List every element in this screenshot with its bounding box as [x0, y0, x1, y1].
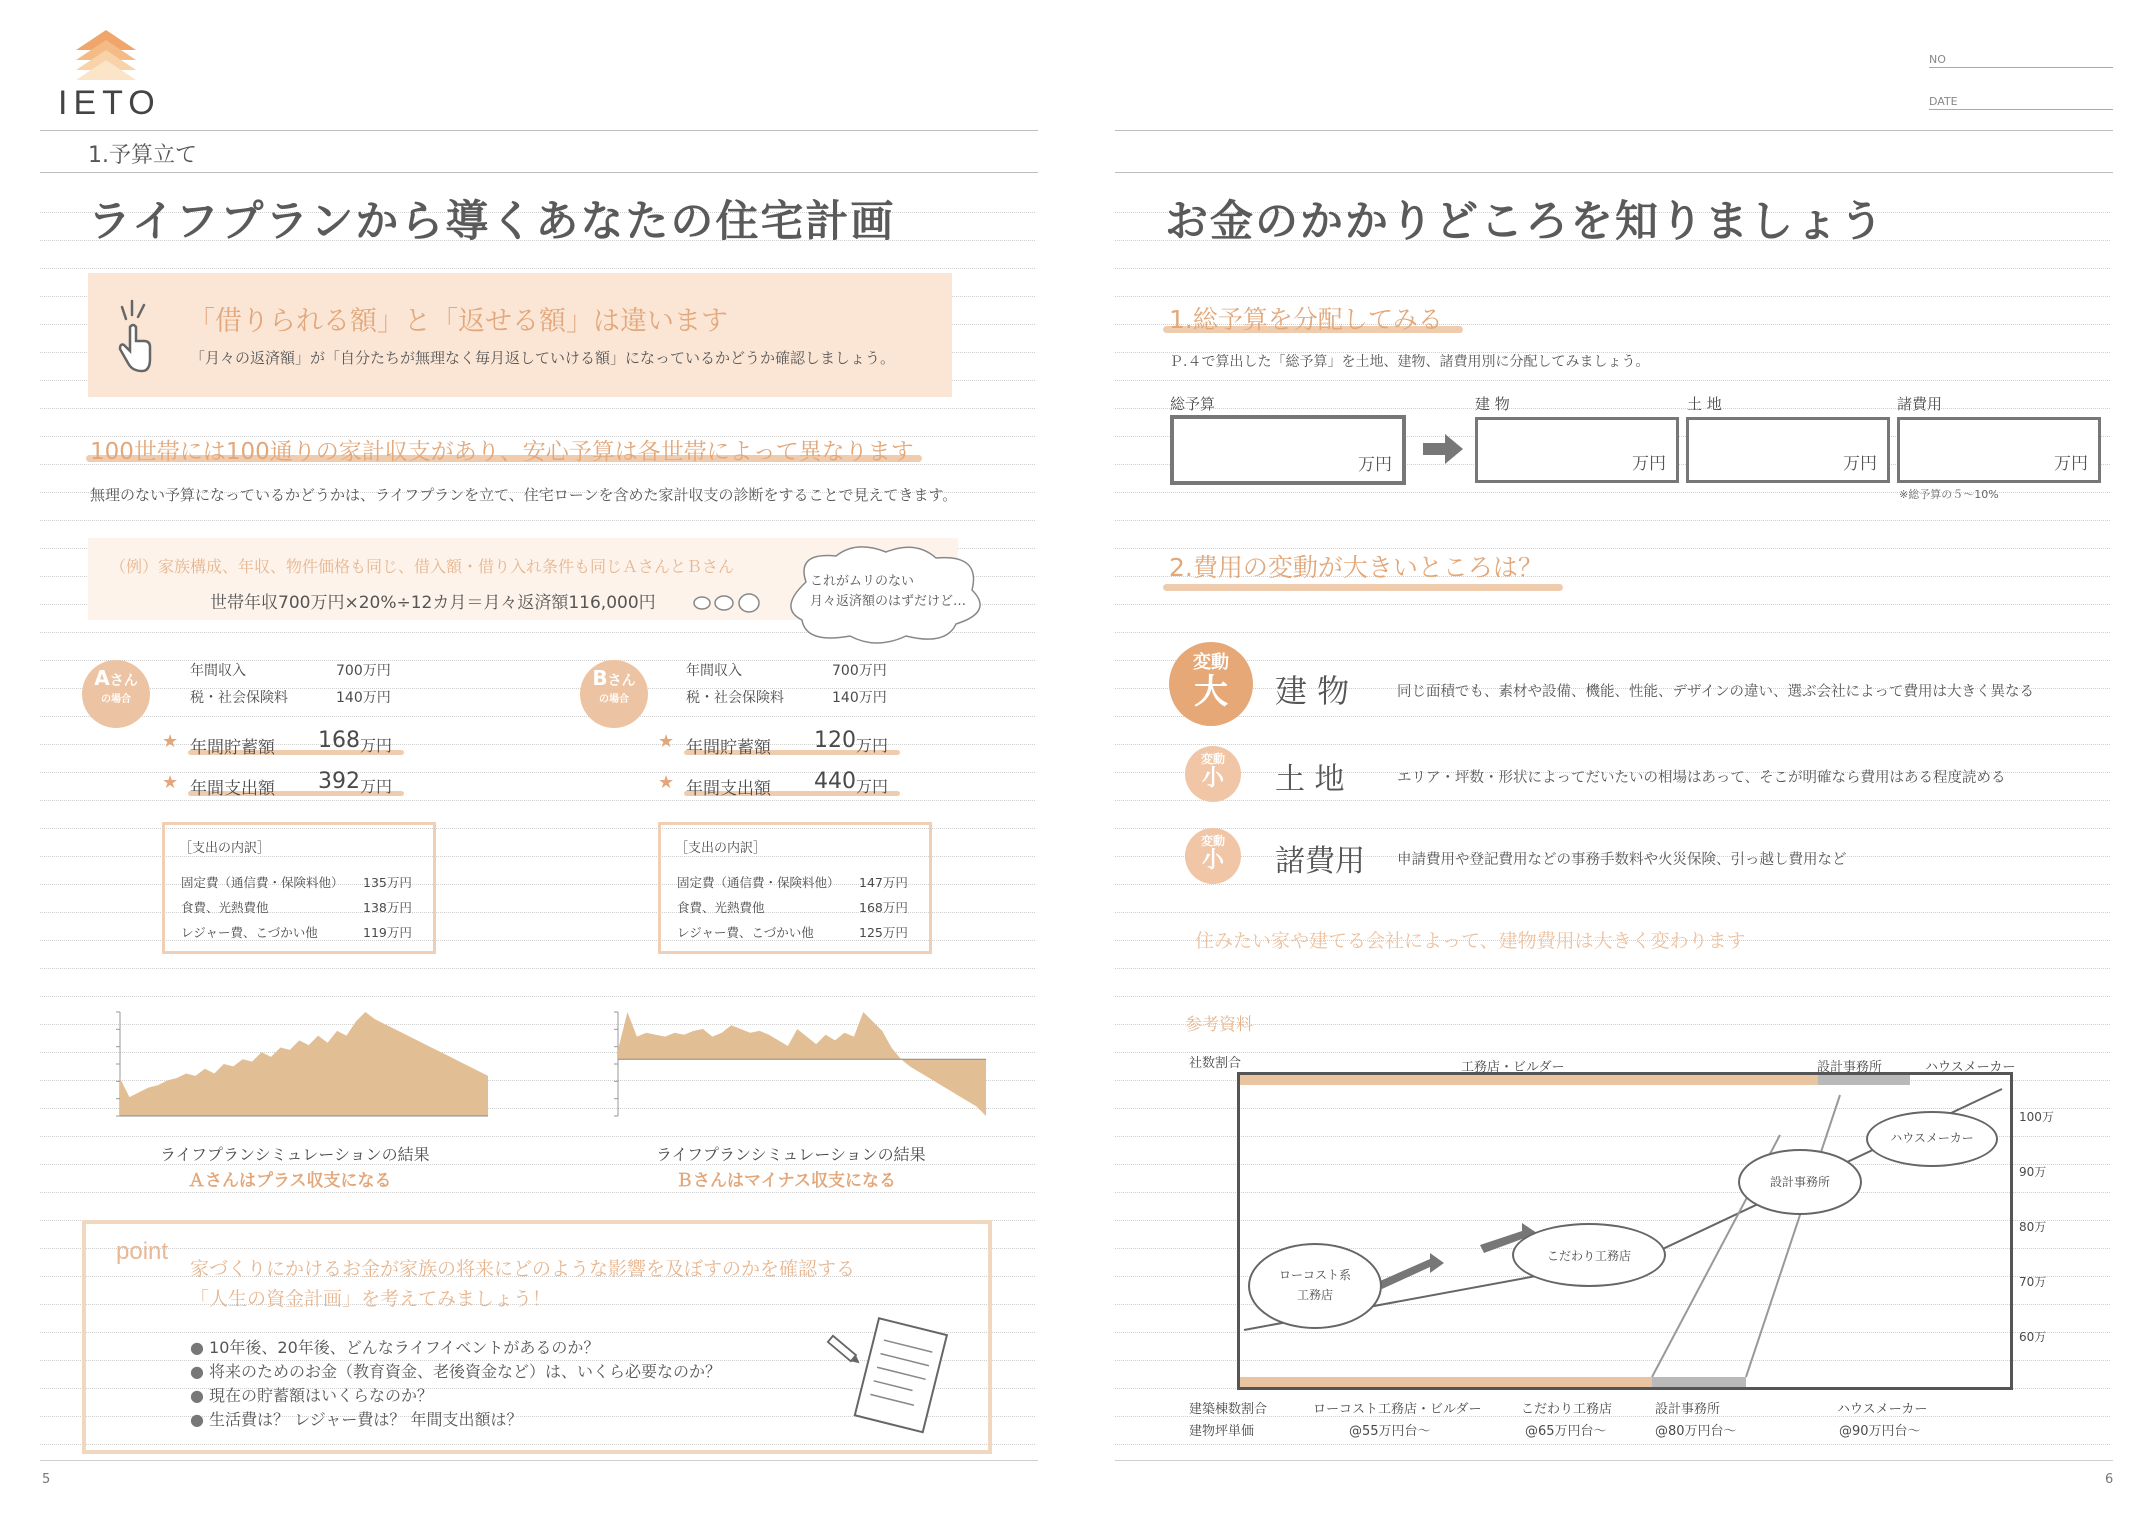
row-label: 年間収入: [686, 663, 742, 679]
variation-desc: エリア・坪数・形状によってだいたいの相場はあって、そこが明確なら費用はある程度読める: [1397, 770, 2006, 786]
segment-label: ハウスメーカー: [1925, 1060, 2016, 1075]
section1-heading: 1.総予算を分配してみる: [1169, 305, 1443, 334]
row-value: 700万円: [832, 663, 887, 679]
budget-misc-input[interactable]: 万円: [1897, 417, 2101, 483]
unit-price-label: 建物坪単価: [1189, 1424, 1255, 1439]
budget-total-input[interactable]: 万円: [1170, 415, 1406, 485]
savings-value: 120: [814, 728, 856, 753]
bubble-housemaker: ハウスメーカー: [1866, 1111, 1998, 1167]
reference-chart-frame: [1237, 1072, 2013, 1390]
ruled-line: [1115, 632, 2110, 633]
bullet-item: ● 将来のためのお金（教育資金、老後資金など）は、いくら必要なのか？: [190, 1362, 722, 1381]
build-ratio-label: 建築棟数割合: [1189, 1402, 1268, 1417]
segment-label: こだわり工務店: [1521, 1402, 1613, 1417]
expense-label: 年間支出額: [686, 779, 771, 799]
logo-text: IETO: [58, 84, 161, 122]
ruled-line: [40, 1136, 1035, 1137]
budget-land-input[interactable]: 万円: [1686, 417, 1890, 483]
breakdown-box: ［支出の内訳］ 固定費（通信費・保険料他） 147万円 食費、光熱費他 168万円 レジャー費、こづかい他 125万円: [658, 822, 932, 954]
thought-text: これがムリのない 月々返済額のはずだけど…: [810, 574, 967, 609]
date-field[interactable]: DATE: [1929, 90, 2113, 110]
point-text2: 「人生の資金計画」を考えてみましょう！: [190, 1288, 552, 1310]
ruled-line: [1115, 296, 2110, 297]
area-series: [618, 1012, 986, 1116]
price-label: @80万円台～: [1655, 1424, 1737, 1439]
ruled-line: [1115, 268, 2110, 269]
price-label: @55万円台～: [1349, 1424, 1431, 1439]
subhead: 100世帯には100通りの家計収支があり、安心予算は各世帯によって異なります: [90, 439, 914, 465]
ruled-line: [1115, 1052, 2110, 1053]
ruled-line: [40, 268, 1035, 269]
person-b-badge: Bさん の場合: [580, 660, 648, 728]
example-line2: 世帯年収700万円×20%÷12カ月＝月々返済額116,000円: [210, 593, 656, 613]
bullet-item: ● 生活費は？ レジャー費は？ 年間支出額は？: [190, 1410, 523, 1429]
star-icon: ★: [162, 772, 179, 793]
variation-desc: 申請費用や登記費用などの事務手数料や火災保険、引っ越し費用など: [1397, 852, 1847, 868]
expense-label: 年間支出額: [190, 779, 275, 799]
expense-unit: 万円: [360, 777, 393, 796]
variation-small-badge: 変動 小: [1185, 828, 1241, 884]
conclusion-text: 住みたい家や建てる会社によって、建物費用は大きく変わります: [1195, 930, 1746, 952]
area-series: [120, 1012, 488, 1116]
savings-label: 年間貯蓄額: [686, 738, 771, 758]
page-number: 6: [2105, 1472, 2114, 1487]
ruled-line: [1115, 744, 2110, 745]
savings-label: 年間貯蓄額: [190, 738, 275, 758]
segment-label: ローコスト工務店・ビルダー: [1313, 1402, 1482, 1417]
point-label: point: [116, 1238, 169, 1265]
budget-label-building: 建 物: [1475, 395, 1510, 413]
chart-a-caption: ライフプランシミュレーションの結果: [160, 1145, 430, 1164]
section1-text: Ｐ.４で算出した「総予算」を土地、建物、諸費用別に分配してみましょう。: [1169, 354, 1650, 370]
ruled-line: [40, 1192, 1035, 1193]
page-title: ライフプランから導くあなたの住宅計画: [88, 197, 896, 247]
variation-name: 土 地: [1275, 762, 1345, 797]
budget-label-total: 総予算: [1170, 395, 1216, 413]
section-label: 1.予算立て: [88, 143, 197, 168]
ruled-line: [1115, 1024, 2110, 1025]
price-label: @90万円台～: [1839, 1424, 1921, 1439]
segment-label: ハウスメーカー: [1837, 1402, 1928, 1417]
person-a-badge: Aさん の場合: [82, 660, 150, 728]
ruled-line: [1115, 1444, 2110, 1445]
ruled-line: [1115, 604, 2110, 605]
budget-note: ※総予算の５～10%: [1899, 488, 1999, 501]
thought-cloud: [776, 542, 996, 648]
row-label: 税・社会保険料: [190, 690, 288, 706]
star-icon: ★: [658, 772, 675, 793]
house-logo-icon: [74, 28, 138, 82]
point-text1: 家づくりにかけるお金が家族の将来にどのような影響を及ぼすのかを確認する: [190, 1258, 856, 1280]
ruled-line: [1115, 660, 2110, 661]
savings-unit: 万円: [856, 736, 889, 755]
point-box: [82, 1220, 992, 1454]
variation-small-badge: 変動 小: [1185, 746, 1241, 802]
expense-unit: 万円: [856, 777, 889, 796]
segment-label: 設計事務所: [1655, 1402, 1721, 1417]
expense-value: 440: [814, 769, 856, 794]
reference-label: 参考資料: [1185, 1015, 1253, 1035]
ruled-line: [1115, 828, 2110, 829]
ruled-line: [40, 800, 1035, 801]
ruled-line: [1115, 716, 2110, 717]
row-label: 年間収入: [190, 663, 246, 679]
row-value: 700万円: [336, 663, 391, 679]
thought-dots-icon: [692, 592, 772, 618]
bullet-item: ● 現在の貯蓄額はいくらなのか？: [190, 1386, 434, 1405]
ruled-line: [1115, 800, 2110, 801]
point-bullets: [190, 1336, 721, 1432]
bullet-item: ● 10年後、20年後、どんなライフイベントがあるのか？: [190, 1338, 600, 1357]
segment-label: 設計事務所: [1817, 1060, 1883, 1075]
bubble-kodawari: こだわり工務店: [1512, 1223, 1666, 1287]
ruled-line: [40, 520, 1035, 521]
row-label: 税・社会保険料: [686, 690, 784, 706]
star-icon: ★: [658, 731, 675, 752]
callout-heading: 「借りられる額」と「返せる額」は違います: [188, 306, 728, 337]
star-icon: ★: [162, 731, 179, 752]
ruled-line: [1115, 408, 2110, 409]
ruled-line: [40, 716, 1035, 717]
callout-body: 「月々の返済額」が「自分たちが無理なく毎月返していける額」になっているかどうか確認しましょう。: [190, 349, 896, 367]
row-value: 140万円: [336, 690, 391, 706]
savings-value: 168: [318, 728, 360, 753]
ruled-line: [1115, 912, 2110, 913]
price-label: @65万円台～: [1525, 1424, 1607, 1439]
ruled-line: [1115, 520, 2110, 521]
document-pen-icon: [816, 1314, 956, 1448]
pointing-hand-icon: [116, 299, 152, 371]
row-value: 140万円: [832, 690, 887, 706]
segment-label: 工務店・ビルダー: [1461, 1060, 1565, 1075]
callout-box: [88, 273, 952, 397]
ruled-line: [1115, 968, 2110, 969]
company-ratio-label: 社数割合: [1189, 1056, 1242, 1071]
chart-b: [594, 1004, 994, 1124]
arrow-right-icon: [1423, 434, 1463, 468]
page-number: 5: [42, 1472, 51, 1487]
ruled-line: [40, 408, 1035, 409]
page-title: お金のかかりどころを知りましょう: [1165, 197, 1885, 247]
savings-unit: 万円: [360, 736, 393, 755]
variation-desc: 同じ面積でも、素材や設備、機能、性能、デザインの違い、選ぶ会社によって費用は大きく異なる: [1397, 684, 2034, 700]
ruled-line: [1115, 380, 2110, 381]
chart-b-caption: ライフプランシミュレーションの結果: [656, 1145, 926, 1164]
ruled-line: [40, 996, 1035, 997]
ruled-line: [40, 968, 1035, 969]
variation-name: 諸費用: [1275, 844, 1365, 879]
bubble-lowcost: ローコスト系 工務店: [1248, 1243, 1382, 1329]
variation-large-badge: 変動 大: [1169, 642, 1253, 726]
y-axis-ticks: 100万 90万 80万 70万 60万: [2019, 1110, 2054, 1344]
ruled-line: [40, 772, 1035, 773]
chart-a: [96, 1004, 496, 1124]
no-field[interactable]: NO: [1929, 48, 2113, 68]
subtext: 無理のない予算になっているかどうかは、ライフプランを立て、住宅ローンを含めた家計収支の診断をすることで見えてきます。: [90, 486, 958, 504]
breakdown-box: ［支出の内訳］ 固定費（通信費・保険料他） 135万円 食費、光熱費他 138万円 レジャー費、こづかい他 119万円: [162, 822, 436, 954]
expense-value: 392: [318, 769, 360, 794]
chart-b-result: Ｂさんはマイナス収支になる: [676, 1171, 896, 1191]
budget-label-land: 土 地: [1687, 395, 1722, 413]
budget-building-input[interactable]: 万円: [1475, 417, 1679, 483]
section2-heading: 2.費用の変動が大きいところは？: [1169, 553, 1543, 582]
bubble-sekkei: 設計事務所: [1738, 1149, 1862, 1215]
right-page: [1075, 0, 2150, 1518]
budget-label-misc: 諸費用: [1897, 395, 1943, 413]
ruled-line: [1115, 884, 2110, 885]
ruled-line: [1115, 996, 2110, 997]
example-line1: （例）家族構成、年収、物件価格も同じ、借入額・借り入れ条件も同じＡさんとＢさん: [110, 557, 735, 576]
chart-a-result: Ａさんはプラス収支になる: [188, 1171, 392, 1191]
variation-name: 建 物: [1275, 672, 1350, 710]
